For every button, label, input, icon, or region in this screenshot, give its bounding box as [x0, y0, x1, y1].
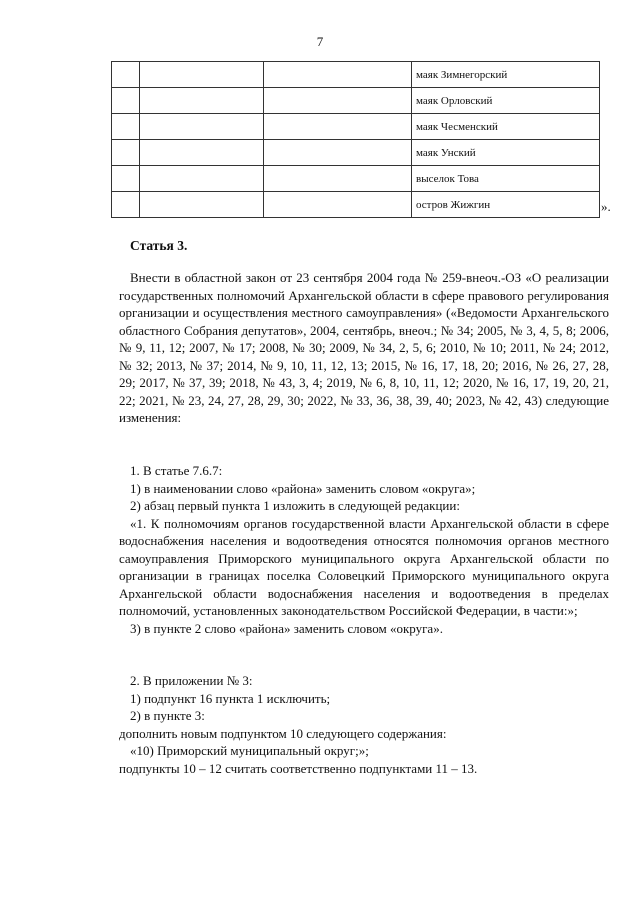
section2-item2: 2) в пункте 3: — [130, 708, 205, 723]
table-row — [112, 192, 600, 218]
table-cell — [140, 192, 264, 218]
table-cell — [264, 114, 412, 140]
table-cell — [264, 62, 412, 88]
table-cell — [140, 88, 264, 114]
table-cell — [112, 114, 140, 140]
section1-quote: «1. К полномочиям органов государственной власти Архангельской области в сфере водоснабжения населения и водоотведения относятся полномочия органов местного самоуправления Приморского муниципального округа Архангельской области по организации в границах поселка Соловецкий Приморского муниципального округа Архангельской области водоснабжения населения и водоотведения в пределах полномочий, установленных законодательством Российской Федерации, в части:»; — [119, 515, 609, 618]
table-cell — [140, 166, 264, 192]
table-row — [112, 166, 600, 192]
article-heading: Статья 3. — [130, 238, 188, 253]
table-cell: маяк Унский — [412, 140, 600, 166]
page-number: 7 — [316, 34, 324, 49]
table-cell — [140, 114, 264, 140]
section1-item2: 2) абзац первый пункта 1 изложить в следующей редакции: — [130, 498, 460, 513]
section-2 — [119, 672, 609, 777]
intro-block — [119, 269, 609, 427]
table-cell — [112, 88, 140, 114]
section1-item1: 1) в наименовании слово «района» заменить словом «округа»; — [130, 480, 476, 496]
table-cell: маяк Зимнегорский — [412, 62, 600, 88]
table-cell — [112, 192, 140, 218]
intro-paragraph: Внести в областной закон от 23 сентября 2004 года № 259-внеоч.-ОЗ «О реализации государственных полномочий Архангельской области в сфере правового регулирования организации и осуществления местного самоуправления» («Ведомости Архангельского областного Собрания депутатов», 2004, сентябрь, внеоч.; № 34; 2005, № 3, 4, 5, 8; 2006, № 9, 11, 12; 2007, № 17; 2008, № 30; 2009, № 34, 2, 5, 6; 2010, № 10; 2011, № 24; 2012, № 32; 2013, № 37; 2014, № 9, 10, 11, 12, 13; 2015, № 16, 17, 18, 20; 2016, № 26, 27, 28, 29; 2017, № 37, 39; 2018, № 43, 3, 4; 2019, № 6, 8, 10, 11, 12; 2020, № 16, 17, 19, 20, 21, 22; 2021, № 23, 24, 27, 28, 29, 30; 2022, № 33, 36, 38, 39, 40; 2023, № 42, 43) следующие изменения: — [119, 270, 609, 425]
table-row — [112, 114, 600, 140]
table-cell — [112, 166, 140, 192]
section2-title: 2. В приложении № 3: — [130, 673, 253, 688]
table-cell — [264, 140, 412, 166]
table-cell — [264, 166, 412, 192]
table-cell: маяк Орловский — [412, 88, 600, 114]
table-closing-quote: ». — [601, 199, 611, 214]
table-cell — [264, 88, 412, 114]
section1-title: 1. В статье 7.6.7: — [130, 463, 223, 478]
section-1 — [119, 462, 609, 637]
section2-item1: 1) подпункт 16 пункта 1 исключить; — [130, 690, 331, 706]
section2-line3: подпункты 10 – 12 считать соответственно подпунктами 11 – 13. — [119, 760, 478, 776]
table-row — [112, 140, 600, 166]
table-row — [112, 88, 600, 114]
table-cell: выселок Това — [412, 166, 600, 192]
table-row — [112, 62, 600, 88]
table-cell — [140, 140, 264, 166]
settlements-table — [111, 61, 600, 218]
table-cell — [264, 192, 412, 218]
section2-line2: «10) Приморский муниципальный округ;»; — [130, 743, 369, 758]
section2-line1: дополнить новым подпунктом 10 следующего содержания: — [119, 725, 447, 741]
table-cell: остров Жижгин — [412, 192, 600, 218]
table-cell — [112, 140, 140, 166]
table-cell: маяк Чесменский — [412, 114, 600, 140]
table-cell — [112, 62, 140, 88]
table-cell — [140, 62, 264, 88]
section1-item3: 3) в пункте 2 слово «района» заменить словом «округа». — [130, 620, 443, 636]
